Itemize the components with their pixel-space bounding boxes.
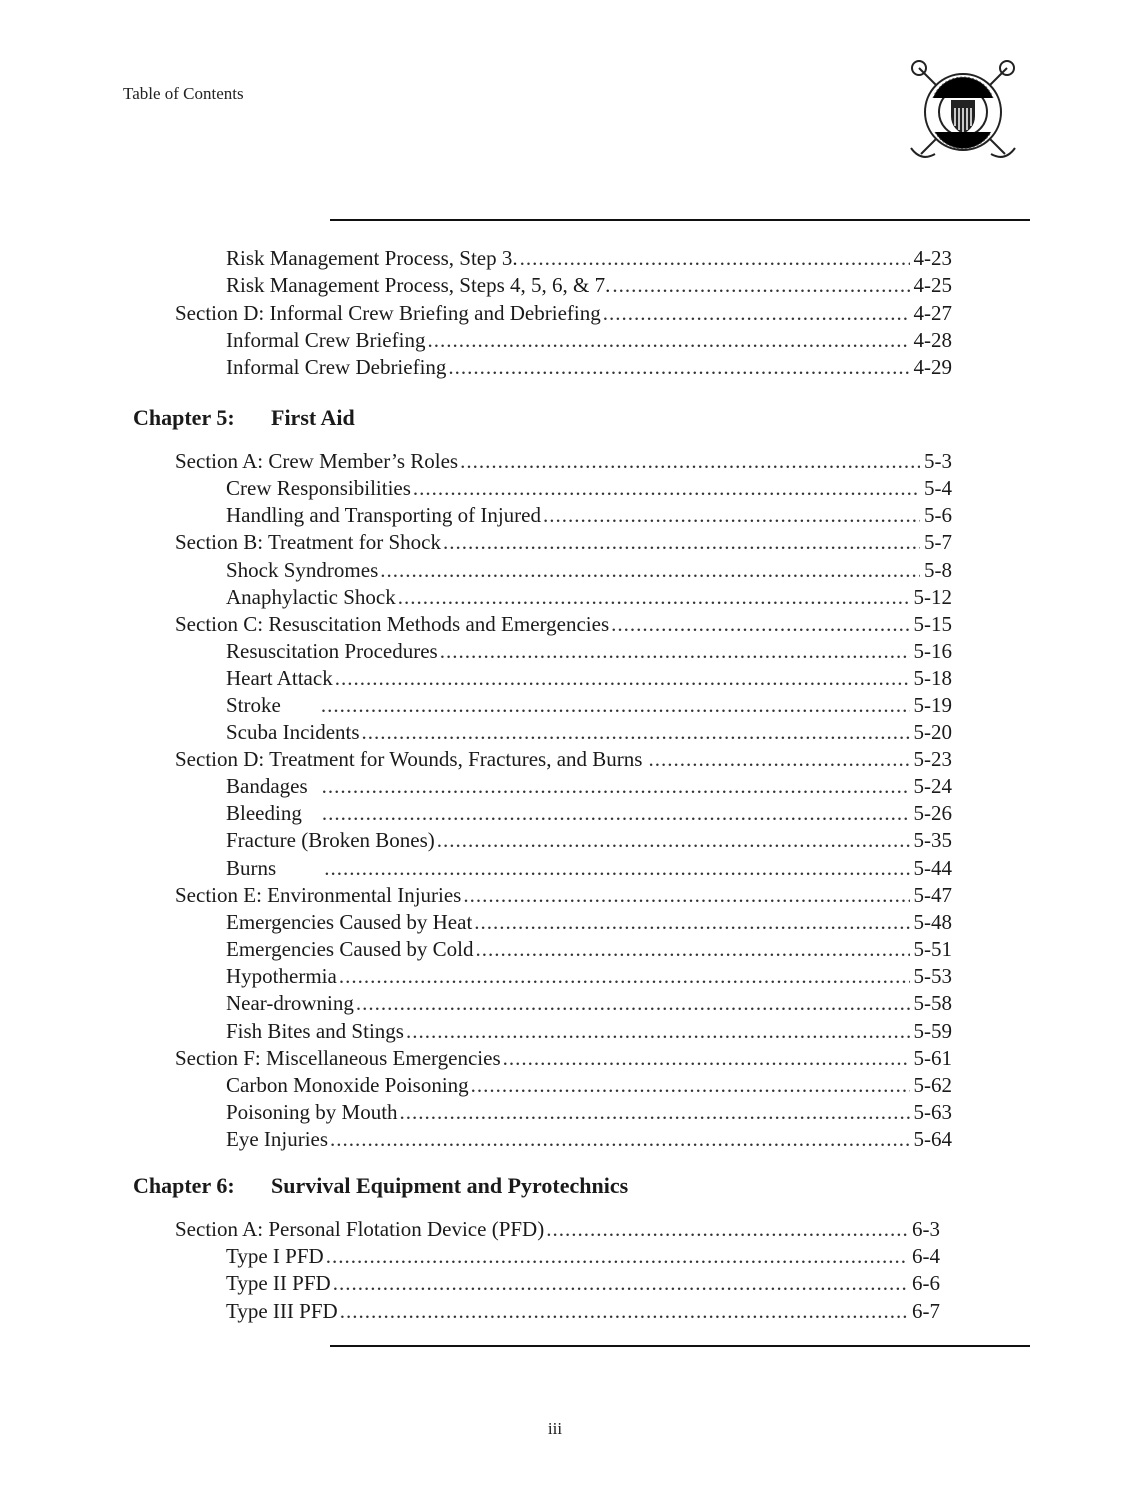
toc-entry-title: Carbon Monoxide Poisoning [226, 1073, 469, 1097]
toc-entry-page: 5-18 [913, 666, 952, 690]
toc-entry-title: Informal Crew Debriefing [226, 355, 447, 379]
toc-entry[interactable] [175, 746, 952, 773]
toc-entry-title: Section B: Treatment for Shock [175, 530, 441, 554]
toc-entry-title: Resuscitation Procedures [226, 639, 438, 663]
toc-entry-title: Risk Management Process, Step 3. [226, 246, 518, 270]
dot-leader [546, 1216, 908, 1243]
dot-leader [612, 272, 909, 299]
toc-entry-page: 4-28 [913, 328, 952, 352]
toc-entry-title: Heart Attack [226, 666, 333, 690]
chapter-number: Chapter 6: [133, 1173, 235, 1198]
dot-leader [322, 800, 910, 827]
toc-entry[interactable] [226, 1099, 952, 1126]
dot-leader [380, 557, 920, 584]
dot-leader [362, 719, 910, 746]
toc-entry-title: Section D: Informal Crew Briefing and Debriefing [175, 301, 601, 325]
dot-leader [611, 611, 909, 638]
toc-entry[interactable] [175, 882, 952, 909]
dot-leader [474, 909, 909, 936]
coast-guard-emblem-icon [905, 56, 1021, 166]
toc-entry-page: 5-3 [924, 449, 952, 473]
toc-entry-title: Fish Bites and Stings [226, 1019, 404, 1043]
chapter-number: Chapter 5: [133, 405, 235, 430]
toc-entry-page: 6-6 [912, 1271, 940, 1295]
toc-entry[interactable] [226, 909, 952, 936]
dot-leader [324, 855, 909, 882]
toc-entry-page: 5-16 [913, 639, 952, 663]
toc-entry[interactable] [175, 529, 952, 556]
top-rule [330, 219, 1030, 221]
toc-entry-page: 6-4 [912, 1244, 940, 1268]
dot-leader [463, 882, 909, 909]
chapter-title: Survival Equipment and Pyrotechnics [271, 1173, 629, 1198]
dot-leader [398, 584, 910, 611]
toc-entry[interactable] [226, 327, 952, 354]
dot-leader [520, 245, 910, 272]
toc-entry-page: 5-7 [924, 530, 952, 554]
dot-leader [330, 1126, 909, 1153]
toc-entry[interactable] [175, 1216, 940, 1243]
toc-entry-title: Emergencies Caused by Cold [226, 937, 474, 961]
toc-entry-title: Shock Syndromes [226, 558, 379, 582]
dot-leader [460, 448, 920, 475]
toc-entry-page: 4-25 [913, 273, 952, 297]
dot-leader [648, 746, 909, 773]
toc-entry[interactable] [226, 692, 952, 719]
toc-entry[interactable] [226, 990, 952, 1017]
dot-leader [443, 529, 920, 556]
toc-entry[interactable] [226, 719, 952, 746]
toc-entry[interactable] [226, 936, 952, 963]
chapter-title: First Aid [271, 405, 355, 430]
toc-entry-page: 6-3 [912, 1217, 940, 1241]
toc-entry[interactable] [226, 354, 952, 381]
toc-entry[interactable] [226, 800, 952, 827]
toc-entry-title: Bleeding [226, 801, 302, 825]
dot-leader [440, 638, 910, 665]
toc-entry-page: 5-64 [913, 1127, 952, 1151]
dot-leader [326, 1243, 908, 1270]
toc-entry-page: 6-7 [912, 1299, 940, 1323]
toc-entry-page: 5-8 [924, 558, 952, 582]
toc-entry-page: 5-4 [924, 476, 952, 500]
toc-entry-title: Section E: Environmental Injuries [175, 883, 462, 907]
toc-entry-page: 5-19 [913, 693, 952, 717]
toc-entry-title: Section C: Resuscitation Methods and Emergencies [175, 612, 610, 636]
toc-entry-title: Type I PFD [226, 1244, 324, 1268]
toc-entry-page: 5-23 [913, 747, 952, 771]
toc-entry-page: 4-23 [913, 246, 952, 270]
toc-entry-page: 5-53 [913, 964, 952, 988]
toc-entry-title: Section F: Miscellaneous Emergencies [175, 1046, 501, 1070]
dot-leader [356, 990, 910, 1017]
toc-entry-title: Type III PFD [226, 1299, 338, 1323]
toc-entry[interactable] [226, 638, 952, 665]
toc-entry-page: 5-47 [913, 883, 952, 907]
toc-entry[interactable] [175, 1045, 952, 1072]
toc-entry[interactable] [226, 272, 952, 299]
toc-entry-page: 5-51 [913, 937, 952, 961]
toc-entry-page: 5-61 [913, 1046, 952, 1070]
toc-entry-page: 5-48 [913, 910, 952, 934]
toc-entry[interactable] [226, 1126, 952, 1153]
toc-entry-title: Anaphylactic Shock [226, 585, 396, 609]
toc-entry-title: Eye Injuries [226, 1127, 329, 1151]
toc-entry[interactable] [226, 827, 952, 854]
toc-entry-title: Section A: Personal Flotation Device (PFD) [175, 1217, 545, 1241]
dot-leader [406, 1018, 910, 1045]
toc-entry-page: 5-63 [913, 1100, 952, 1124]
dot-leader [603, 300, 910, 327]
toc-entry-title: Scuba Incidents [226, 720, 360, 744]
toc-entry-title: Handling and Transporting of Injured [226, 503, 541, 527]
toc-entry-title: Informal Crew Briefing [226, 328, 426, 352]
toc-entry-page: 5-62 [913, 1073, 952, 1097]
toc-entry-page: 5-58 [913, 991, 952, 1015]
toc-entry[interactable] [226, 245, 952, 272]
page-number: iii [547, 1419, 563, 1438]
toc-entry[interactable] [226, 1072, 952, 1099]
toc-entry-page: 5-6 [924, 503, 952, 527]
dot-leader [471, 1072, 910, 1099]
dot-leader [400, 1099, 910, 1126]
toc-entry[interactable] [226, 665, 952, 692]
toc-entry-page: 5-24 [913, 774, 952, 798]
toc-entry[interactable] [226, 1270, 940, 1297]
dot-leader [340, 1298, 908, 1325]
toc-entry-page: 5-35 [913, 828, 952, 852]
dot-leader [339, 963, 910, 990]
dot-leader [437, 827, 910, 854]
dot-leader [335, 665, 910, 692]
toc-entry-title: Poisoning by Mouth [226, 1100, 398, 1124]
toc-entry-title: Section A: Crew Member’s Roles [175, 449, 459, 473]
toc-entry-title: Stroke [226, 693, 281, 717]
chapter-heading[interactable] [133, 1172, 628, 1200]
dot-leader [321, 692, 910, 719]
toc-entry[interactable] [226, 773, 952, 800]
toc-entry[interactable] [226, 855, 952, 882]
toc-entry-page: 5-12 [913, 585, 952, 609]
dot-leader [333, 1270, 908, 1297]
toc-entry-page: 4-29 [913, 355, 952, 379]
dot-leader [448, 354, 909, 381]
toc-entry[interactable] [226, 1298, 940, 1325]
dot-leader [503, 1045, 910, 1072]
toc-entry-page: 5-44 [913, 856, 952, 880]
toc-entry-page: 5-59 [913, 1019, 952, 1043]
toc-entry[interactable] [175, 611, 952, 638]
toc-entry-title: Crew Responsibilities [226, 476, 411, 500]
toc-entry-title: Emergencies Caused by Heat [226, 910, 473, 934]
toc-entry-title: Near-drowning [226, 991, 354, 1015]
running-header: Table of Contents [123, 84, 244, 103]
toc-entry[interactable] [226, 584, 952, 611]
toc-entry-title: Type II PFD [226, 1271, 331, 1295]
toc-entry[interactable] [226, 502, 952, 529]
toc-entry-title: Bandages [226, 774, 308, 798]
dot-leader [322, 773, 910, 800]
toc-entry[interactable] [226, 1018, 952, 1045]
dot-leader [427, 327, 909, 354]
toc-entry[interactable] [175, 300, 952, 327]
toc-entry[interactable] [175, 448, 952, 475]
toc-entry[interactable] [226, 963, 952, 990]
toc-entry-page: 4-27 [913, 301, 952, 325]
toc-entry-page: 5-26 [913, 801, 952, 825]
toc-entry[interactable] [226, 1243, 940, 1270]
toc-entry-title: Hypothermia [226, 964, 337, 988]
toc-entry-title: Section D: Treatment for Wounds, Fractures, and Burns [175, 747, 643, 771]
dot-leader [475, 936, 909, 963]
toc-entry-title: Risk Management Process, Steps 4, 5, 6, & 7. [226, 273, 611, 297]
toc-entry[interactable] [226, 557, 952, 584]
toc-entry-title: Fracture (Broken Bones) [226, 828, 435, 852]
toc-entry-title: Burns [226, 856, 277, 880]
toc-entry-page: 5-20 [913, 720, 952, 744]
bottom-rule [330, 1345, 1030, 1347]
dot-leader [543, 502, 920, 529]
toc-entry-page: 5-15 [913, 612, 952, 636]
dot-leader [413, 475, 920, 502]
chapter-heading[interactable] [133, 404, 355, 432]
toc-entry[interactable] [226, 475, 952, 502]
